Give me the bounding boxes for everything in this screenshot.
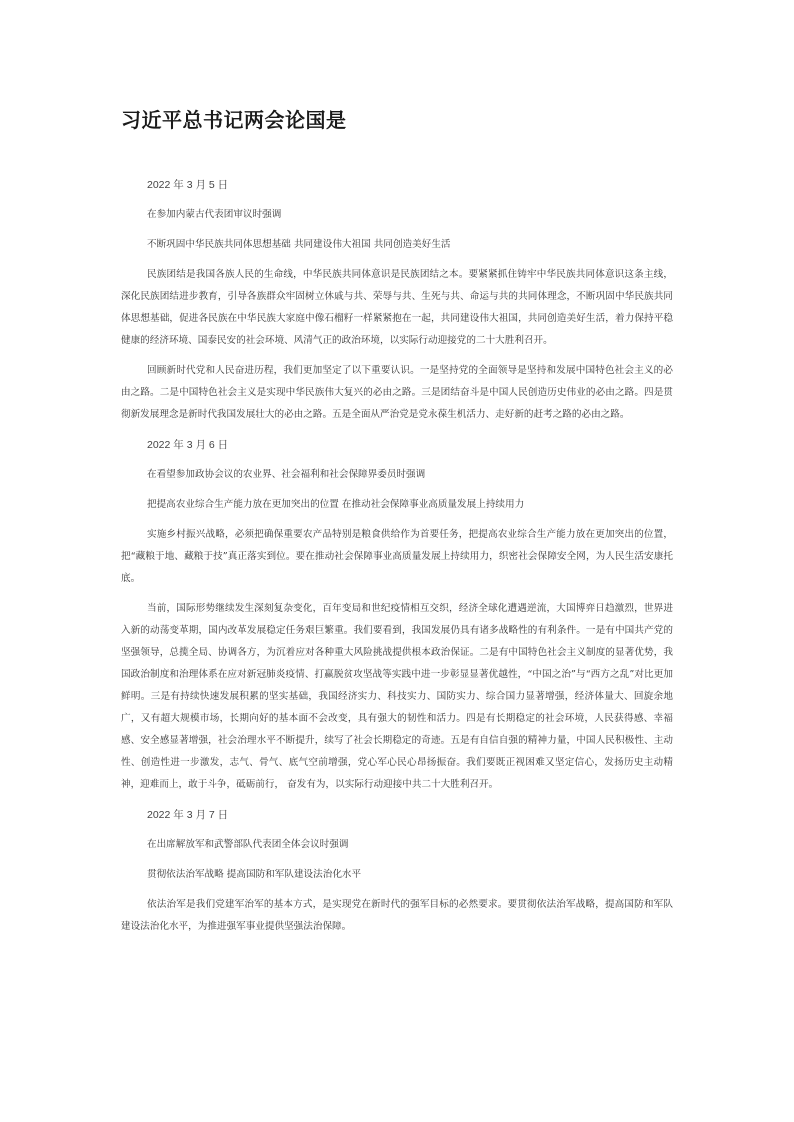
document-body bbox=[121, 174, 673, 946]
paragraph: 当前，国际形势继续发生深刻复杂变化，百年变局和世纪疫情相互交织，经济全球化遭遇逆流，大国博弈日趋激烈，世界进入新的动荡变革期，国内改革发展稳定任务艰巨繁重。我们要看到，我国发展仍具有诸多战略性的有利条件。一是有中国共产党的坚强领导，总揽全局、协调各方，为沉着应对各种重大风险挑战提供根本政治保证。二是有中国特色社会主义制度的显著优势，我国政治制度和治理体系在应对新冠肺炎疫情、打赢脱贫攻坚战等实践中进一步彰显显著优越性，“中国之治”与“西方之乱”对比更加鲜明。三是有持续快速发展积累的坚实基础，我国经济实力、科技实力、国防实力、综合国力显著增强，经济体量大、回旋余地广，又有超大规模市场，长期向好的基本面不会改变，具有强大的韧性和活力。四是有长期稳定的社会环境，人民获得感、幸福感、安全感显著增强，社会治理水平不断提升，续写了社会长期稳定的奇迹。五是有自信自强的精神力量，中国人民积极性、主动性、创造性进一步激发，志气、骨气、底气空前增强，党心军心民心昂扬振奋。我们要既正视困难又坚定信心，发扬历史主动精神，迎难而上，敢于斗争，砥砺前行， 奋发有为，以实际行动迎接中共二十大胜利召开。 bbox=[121, 603, 673, 790]
section-occasion: 在参加内蒙古代表团审议时强调 bbox=[147, 209, 282, 220]
paragraph: 依法治军是我们党建军治军的基本方式，是实现党在新时代的强军目标的必然要求。要贯彻依法治军战略，提高国防和军队建设法治化水平，为推进强军事业提供坚强法治保障。 bbox=[121, 899, 673, 932]
section-headline: 贯彻依法治军战略 提高国防和军队建设法治化水平 bbox=[147, 869, 362, 880]
paragraph: 民族团结是我国各族人民的生命线，中华民族共同体意识是民族团结之本。要紧紧抓住铸牢中华民族共同体意识这条主线，深化民族团结进步教育，引导各族群众牢固树立休戚与共、荣辱与共、生死与共、命运与共的共同体理念，不断巩固中华民族共同体思想基础，促进各民族在中华民族大家庭中像石榴籽一样紧紧抱在一起，共同建设伟大祖国，共同创造美好生活，着力保持平稳健康的经济环境、国泰民安的社会环境、风清气正的政治环境，以实际行动迎接党的二十大胜利召开。 bbox=[121, 269, 673, 346]
section-march-5 bbox=[121, 174, 673, 426]
paragraph: 实施乡村振兴战略，必须把确保重要农产品特别是粮食供给作为首要任务，把提高农业综合生产能力放在更加突出的位置，把“藏粮于地、藏粮于技”真正落实到位。要在推动社会保障事业高质量发展上持续用力，织密社会保障安全网，为人民生活安康托底。 bbox=[121, 529, 673, 584]
section-headline: 不断巩固中华民族共同体思想基础 共同建设伟大祖国 共同创造美好生活 bbox=[147, 239, 451, 250]
section-march-7 bbox=[121, 804, 673, 938]
section-occasion: 在出席解放军和武警部队代表团全体会议时强调 bbox=[147, 839, 349, 850]
section-date: 2022 年 3 月 5 日 bbox=[147, 179, 229, 191]
paragraph: 回顾新时代党和人民奋进历程，我们更加坚定了以下重要认识。一是坚持党的全面领导是坚持和发展中国特色社会主义的必由之路。二是中国特色社会主义是实现中华民族伟大复兴的必由之路。三是团结奋斗是中国人民创造历史伟业的必由之路。四是贯彻新发展理念是新时代我国发展壮大的必由之路。五是全面从严治党是党永葆生机活力、走好新的赶考之路的必由之路。 bbox=[121, 365, 673, 420]
section-march-6 bbox=[121, 434, 673, 796]
section-date: 2022 年 3 月 7 日 bbox=[147, 809, 229, 821]
document-title: 习近平总书记两会论国是 bbox=[121, 108, 347, 132]
section-headline: 把提高农业综合生产能力放在更加突出的位置 在推动社会保障事业高质量发展上持续用力 bbox=[147, 499, 525, 510]
section-date: 2022 年 3 月 6 日 bbox=[147, 439, 229, 451]
section-occasion: 在看望参加政协会议的农业界、社会福利和社会保障界委员时强调 bbox=[147, 469, 426, 480]
